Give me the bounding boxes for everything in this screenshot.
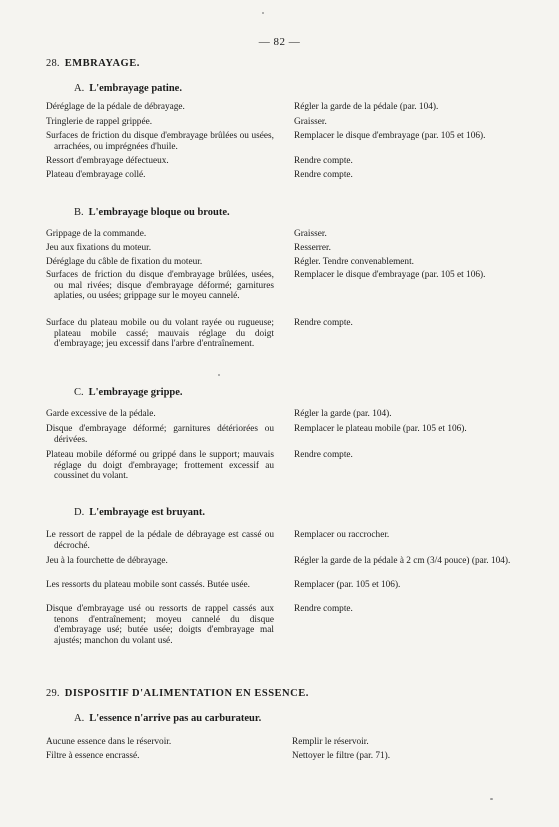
cause-text: Les ressorts du plateau mobile sont cassés. Butée usée. [46,580,250,590]
cause-text: Surfaces de friction du disque d'embrayage brûlées ou usées, arrachées, ou imprégnées d'huile. [46,131,274,152]
remedy-text: Remplir le réservoir. [292,737,369,747]
remedy-text: Régler la garde de la pédale (par. 104). [294,102,439,112]
section-heading: DISPOSITIF D'ALIMENTATION EN ESSENCE. [64,688,309,699]
remedy-text: Remplacer le disque d'embrayage (par. 105 et 106). [294,270,486,280]
remedy-text: Remplacer (par. 105 et 106). [294,580,401,590]
remedy-text: Graisser. [294,117,327,127]
subsection-letter: D. [74,507,85,518]
subsection-letter: A. [74,83,85,94]
cause-text: Ressort d'embrayage défectueux. [46,156,169,166]
paper-speck [218,374,220,376]
subsection-letter: C. [74,387,84,398]
cause-text: Grippage de la commande. [46,229,147,239]
paper-speck [262,12,264,14]
subsection-heading: L'essence n'arrive pas au carburateur. [89,713,262,724]
remedy-text: Rendre compte. [294,318,353,328]
subsection-title-28d [74,507,205,518]
cause-text: Disque d'embrayage déformé; garnitures détériorées ou dérivées. [46,424,274,445]
cause-text: Surfaces de friction du disque d'embrayage brûlées, usées, ou mal rivées; disque d'embrayage déformé; garnitures aplaties, ou usées; grippage sur le moyeu cannelé. [46,270,274,302]
cause-text: Disque d'embrayage usé ou ressorts de rappel cassés aux tenons d'entraînement; moyeu cannelé du disque d'embrayage usé; butée usée; doigts d'embrayage mal ajustés; manchon du volant usé. [46,604,274,646]
cause-text: Jeu aux fixations du moteur. [46,243,152,253]
cause-text: Filtre à essence encrassé. [46,751,140,761]
cause-text: Jeu à la fourchette de débrayage. [46,556,168,566]
section-number: 29. [46,688,60,699]
cause-text: Surface du plateau mobile ou du volant rayée ou rugueuse; plateau mobile cassé; mauvais réglage du doigt d'embrayage; jeu excessif dans l'arbre d'entraînement. [46,318,274,350]
subsection-heading: L'embrayage patine. [89,83,182,94]
cause-text: Déréglage de la pédale de débrayage. [46,102,185,112]
remedy-text: Graisser. [294,229,327,239]
remedy-text: Régler. Tendre convenablement. [294,257,414,267]
remedy-text: Rendre compte. [294,450,353,460]
remedy-text: Rendre compte. [294,604,353,614]
subsection-heading: L'embrayage est bruyant. [89,507,206,518]
cause-text: Garde excessive de la pédale. [46,409,156,419]
section-heading: EMBRAYAGE. [64,58,140,69]
section-title-29 [46,688,309,699]
remedy-text: Rendre compte. [294,170,353,180]
section-title-28 [46,58,140,69]
subsection-title-28b [74,207,230,218]
subsection-heading: L'embrayage bloque ou broute. [88,207,230,218]
subsection-letter: A. [74,713,85,724]
remedy-text: Remplacer ou raccrocher. [294,530,390,540]
cause-text: Déréglage du câble de fixation du moteur. [46,257,203,267]
subsection-title-29a [74,713,261,724]
remedy-text: Rendre compte. [294,156,353,166]
section-number: 28. [46,58,60,69]
cause-text: Aucune essence dans le réservoir. [46,737,172,747]
cause-text: Plateau mobile déformé ou grippé dans le support; mauvais réglage du doigt d'embrayage; frottement excessif au coussinet du volant. [46,450,274,482]
subsection-heading: L'embrayage grippe. [88,387,183,398]
subsection-letter: B. [74,207,84,218]
page-number: — 82 — [258,36,301,48]
paper-speck [490,798,493,800]
cause-text: Plateau d'embrayage collé. [46,170,146,180]
remedy-text: Régler la garde (par. 104). [294,409,392,419]
cause-text: Le ressort de rappel de la pédale de débrayage est cassé ou décroché. [46,530,274,551]
subsection-title-28a [74,83,182,94]
remedy-text: Régler la garde de la pédale à 2 cm (3/4 pouce) (par. 104). [294,556,511,566]
remedy-text: Resserrer. [294,243,331,253]
remedy-text: Remplacer le plateau mobile (par. 105 et 106). [294,424,467,434]
remedy-text: Nettoyer le filtre (par. 71). [292,751,391,761]
remedy-text: Remplacer le disque d'embrayage (par. 105 et 106). [294,131,486,141]
subsection-title-28c [74,387,183,398]
cause-text: Tringlerie de rappel grippée. [46,117,153,127]
